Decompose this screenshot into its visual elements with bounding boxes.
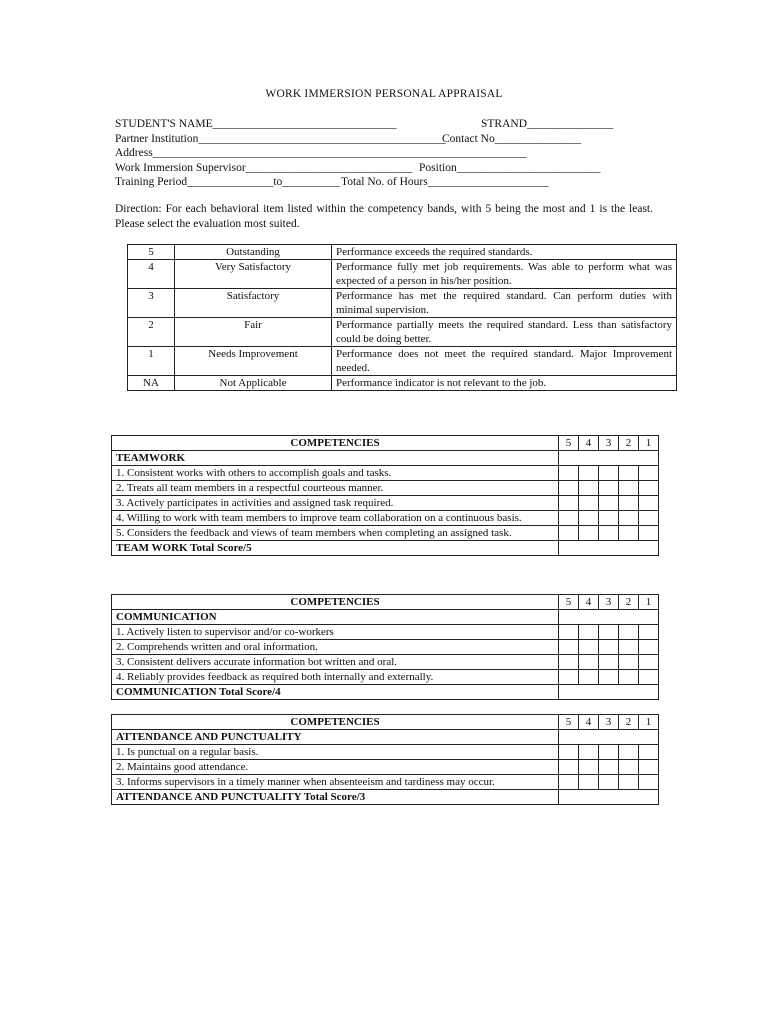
competency-item: 3. Consistent delivers accurate information bot written and oral.: [112, 655, 559, 670]
score-column-header: 4: [579, 436, 599, 451]
score-checkbox-cell[interactable]: [579, 625, 599, 640]
competency-item-row: [112, 655, 659, 670]
competency-item-row: [112, 745, 659, 760]
rating-description: Performance indicator is not relevant to the job.: [332, 376, 677, 391]
rating-score: 1: [128, 347, 175, 376]
total-score-label: TEAM WORK Total Score/5: [112, 541, 559, 556]
score-checkbox-cell[interactable]: [559, 526, 579, 541]
rating-scale-table: [127, 244, 677, 391]
rating-description: Performance does not meet the required standard. Major Improvement needed.: [332, 347, 677, 376]
total-hours-field: Total No. of Hours_____________________: [341, 176, 549, 188]
score-checkbox-cell[interactable]: [559, 655, 579, 670]
score-checkbox-cell[interactable]: [599, 511, 619, 526]
rating-label: Not Applicable: [175, 376, 332, 391]
score-checkbox-cell[interactable]: [599, 640, 619, 655]
score-checkbox-cell[interactable]: [599, 745, 619, 760]
section-title: TEAMWORK: [112, 451, 559, 466]
competency-item-row: [112, 481, 659, 496]
rating-row: [128, 347, 677, 376]
total-score-label: ATTENDANCE AND PUNCTUALITY Total Score/3: [112, 790, 559, 805]
score-checkbox-cell[interactable]: [579, 526, 599, 541]
total-score-row: [112, 790, 659, 805]
score-checkbox-cell[interactable]: [559, 466, 579, 481]
header-row-supervisor: [115, 161, 675, 176]
competency-item: 1. Consistent works with others to accomplish goals and tasks.: [112, 466, 559, 481]
rating-score: 3: [128, 289, 175, 318]
communication-table: [111, 594, 659, 700]
competencies-header: COMPETENCIES: [112, 436, 559, 451]
score-checkbox-cell[interactable]: [639, 496, 659, 511]
total-score-row: [112, 685, 659, 700]
section-row: [112, 451, 659, 466]
rating-description: Performance exceeds the required standards.: [332, 245, 677, 260]
score-checkbox-cell[interactable]: [559, 670, 579, 685]
rating-label: Satisfactory: [175, 289, 332, 318]
competencies-header-row: [112, 715, 659, 730]
score-checkbox-cell[interactable]: [639, 481, 659, 496]
score-checkbox-cell[interactable]: [639, 745, 659, 760]
rating-score: 5: [128, 245, 175, 260]
score-checkbox-cell[interactable]: [599, 670, 619, 685]
total-score-label: COMMUNICATION Total Score/4: [112, 685, 559, 700]
competency-item-row: [112, 670, 659, 685]
rating-row: [128, 289, 677, 318]
competencies-header: COMPETENCIES: [112, 715, 559, 730]
score-checkbox-cell[interactable]: [599, 655, 619, 670]
total-score-cell[interactable]: [559, 685, 659, 700]
attendance-table: [111, 714, 659, 805]
header-row-student: [115, 117, 675, 132]
score-checkbox-cell[interactable]: [619, 526, 639, 541]
total-score-cell[interactable]: [559, 790, 659, 805]
score-column-header: 4: [579, 715, 599, 730]
rating-row: [128, 245, 677, 260]
rating-row: [128, 376, 677, 391]
training-period-field: Training Period_______________to__________: [115, 176, 340, 188]
score-checkbox-cell[interactable]: [619, 625, 639, 640]
competency-item-row: [112, 640, 659, 655]
competency-item: 2. Maintains good attendance.: [112, 760, 559, 775]
direction-text: Direction: For each behavioral item listed within the competency bands, with 5 being the most and 1 is the least. Please select the evaluation most suited.: [115, 203, 653, 230]
score-checkbox-cell[interactable]: [579, 760, 599, 775]
score-column-header: 2: [619, 595, 639, 610]
competency-item: 3. Informs supervisors in a timely manner when absenteeism and tardiness may occur.: [112, 775, 559, 790]
score-checkbox-cell[interactable]: [619, 640, 639, 655]
rating-row: [128, 318, 677, 347]
score-column-header: 5: [559, 595, 579, 610]
score-checkbox-cell[interactable]: [619, 496, 639, 511]
competency-item: 5. Considers the feedback and views of team members when completing an assigned task.: [112, 526, 559, 541]
score-checkbox-cell[interactable]: [619, 511, 639, 526]
score-checkbox-cell[interactable]: [559, 511, 579, 526]
student-name-field: STUDENT'S NAME________________________________: [115, 118, 397, 130]
rating-label: Very Satisfactory: [175, 260, 332, 289]
rating-score: NA: [128, 376, 175, 391]
score-checkbox-cell[interactable]: [599, 481, 619, 496]
score-checkbox-cell[interactable]: [639, 655, 659, 670]
score-checkbox-cell[interactable]: [579, 670, 599, 685]
competencies-header: COMPETENCIES: [112, 595, 559, 610]
score-checkbox-cell[interactable]: [579, 511, 599, 526]
score-checkbox-cell[interactable]: [619, 760, 639, 775]
score-column-header: 5: [559, 436, 579, 451]
score-checkbox-cell[interactable]: [579, 745, 599, 760]
score-checkbox-cell[interactable]: [559, 496, 579, 511]
score-checkbox-cell[interactable]: [599, 496, 619, 511]
score-checkbox-cell[interactable]: [599, 526, 619, 541]
score-checkbox-cell[interactable]: [619, 655, 639, 670]
score-checkbox-cell[interactable]: [639, 466, 659, 481]
competency-item: 1. Is punctual on a regular basis.: [112, 745, 559, 760]
competency-item: 3. Actively participates in activities and assigned task required.: [112, 496, 559, 511]
score-checkbox-cell[interactable]: [619, 670, 639, 685]
partner-institution-field: Partner Institution___________________________________________: [115, 132, 446, 145]
score-checkbox-cell[interactable]: [579, 496, 599, 511]
competencies-header-row: [112, 436, 659, 451]
score-column-header: 1: [639, 595, 659, 610]
score-checkbox-cell[interactable]: [559, 640, 579, 655]
competencies-header-row: [112, 595, 659, 610]
score-checkbox-cell[interactable]: [579, 775, 599, 790]
score-checkbox-cell[interactable]: [559, 760, 579, 775]
score-column-header: 3: [599, 715, 619, 730]
competency-item: 4. Willing to work with team members to improve team collaboration on a continuous basis.: [112, 511, 559, 526]
score-checkbox-cell[interactable]: [599, 466, 619, 481]
score-checkbox-cell[interactable]: [639, 760, 659, 775]
competency-item-row: [112, 775, 659, 790]
section-blank-cell: [559, 451, 659, 466]
score-checkbox-cell[interactable]: [639, 640, 659, 655]
score-checkbox-cell[interactable]: [579, 640, 599, 655]
score-column-header: 5: [559, 715, 579, 730]
score-column-header: 2: [619, 715, 639, 730]
score-checkbox-cell[interactable]: [579, 466, 599, 481]
position-field: Position_________________________: [419, 161, 601, 174]
rating-description: Performance partially meets the required standard. Less than satisfactory could be doing better.: [332, 318, 677, 347]
form-title: WORK IMMERSION PERSONAL APPRAISAL: [265, 88, 503, 100]
header-row-training: [115, 175, 675, 190]
score-column-header: 4: [579, 595, 599, 610]
score-checkbox-cell[interactable]: [639, 526, 659, 541]
score-column-header: 1: [639, 436, 659, 451]
rating-score: 4: [128, 260, 175, 289]
score-checkbox-cell[interactable]: [579, 655, 599, 670]
score-checkbox-cell[interactable]: [559, 481, 579, 496]
score-checkbox-cell[interactable]: [579, 481, 599, 496]
competency-item-row: [112, 625, 659, 640]
rating-description: Performance has met the required standard. Can perform duties with minimal supervision.: [332, 289, 677, 318]
total-score-row: [112, 541, 659, 556]
score-column-header: 2: [619, 436, 639, 451]
score-checkbox-cell[interactable]: [559, 775, 579, 790]
section-title: ATTENDANCE AND PUNCTUALITY: [112, 730, 559, 745]
rating-label: Needs Improvement: [175, 347, 332, 376]
header-row-address: [115, 146, 675, 161]
header-row-partner: [115, 132, 675, 147]
rating-label: Fair: [175, 318, 332, 347]
competency-item-row: [112, 511, 659, 526]
teamwork-table: [111, 435, 659, 556]
score-column-header: 3: [599, 595, 619, 610]
score-checkbox-cell[interactable]: [639, 670, 659, 685]
competency-item-row: [112, 526, 659, 541]
address-field: Address_________________________________________________________________: [115, 147, 527, 159]
score-checkbox-cell[interactable]: [599, 775, 619, 790]
score-column-header: 1: [639, 715, 659, 730]
section-blank-cell: [559, 610, 659, 625]
competency-item: 1. Actively listen to supervisor and/or co-workers: [112, 625, 559, 640]
score-checkbox-cell[interactable]: [559, 625, 579, 640]
rating-description: Performance fully met job requirements. Was able to perform what was expected of a person in his/her position.: [332, 260, 677, 289]
competency-item-row: [112, 466, 659, 481]
score-checkbox-cell[interactable]: [619, 466, 639, 481]
rating-score: 2: [128, 318, 175, 347]
total-score-cell[interactable]: [559, 541, 659, 556]
supervisor-field: Work Immersion Supervisor_____________________________: [115, 161, 413, 174]
score-checkbox-cell[interactable]: [619, 775, 639, 790]
section-row: [112, 610, 659, 625]
score-checkbox-cell[interactable]: [599, 760, 619, 775]
section-blank-cell: [559, 730, 659, 745]
section-title: COMMUNICATION: [112, 610, 559, 625]
score-checkbox-cell[interactable]: [599, 625, 619, 640]
score-checkbox-cell[interactable]: [639, 625, 659, 640]
competency-item-row: [112, 760, 659, 775]
competency-item: 2. Treats all team members in a respectful courteous manner.: [112, 481, 559, 496]
score-checkbox-cell[interactable]: [559, 745, 579, 760]
score-checkbox-cell[interactable]: [619, 745, 639, 760]
header-fields: [115, 117, 675, 190]
score-checkbox-cell[interactable]: [619, 481, 639, 496]
score-checkbox-cell[interactable]: [639, 511, 659, 526]
competency-item: 4. Reliably provides feedback as required both internally and externally.: [112, 670, 559, 685]
score-column-header: 3: [599, 436, 619, 451]
score-checkbox-cell[interactable]: [639, 775, 659, 790]
section-row: [112, 730, 659, 745]
rating-row: [128, 260, 677, 289]
rating-label: Outstanding: [175, 245, 332, 260]
contact-no-field: Contact No_______________: [442, 132, 581, 145]
competency-item-row: [112, 496, 659, 511]
competency-item: 2. Comprehends written and oral information.: [112, 640, 559, 655]
strand-field: STRAND_______________: [481, 118, 614, 130]
